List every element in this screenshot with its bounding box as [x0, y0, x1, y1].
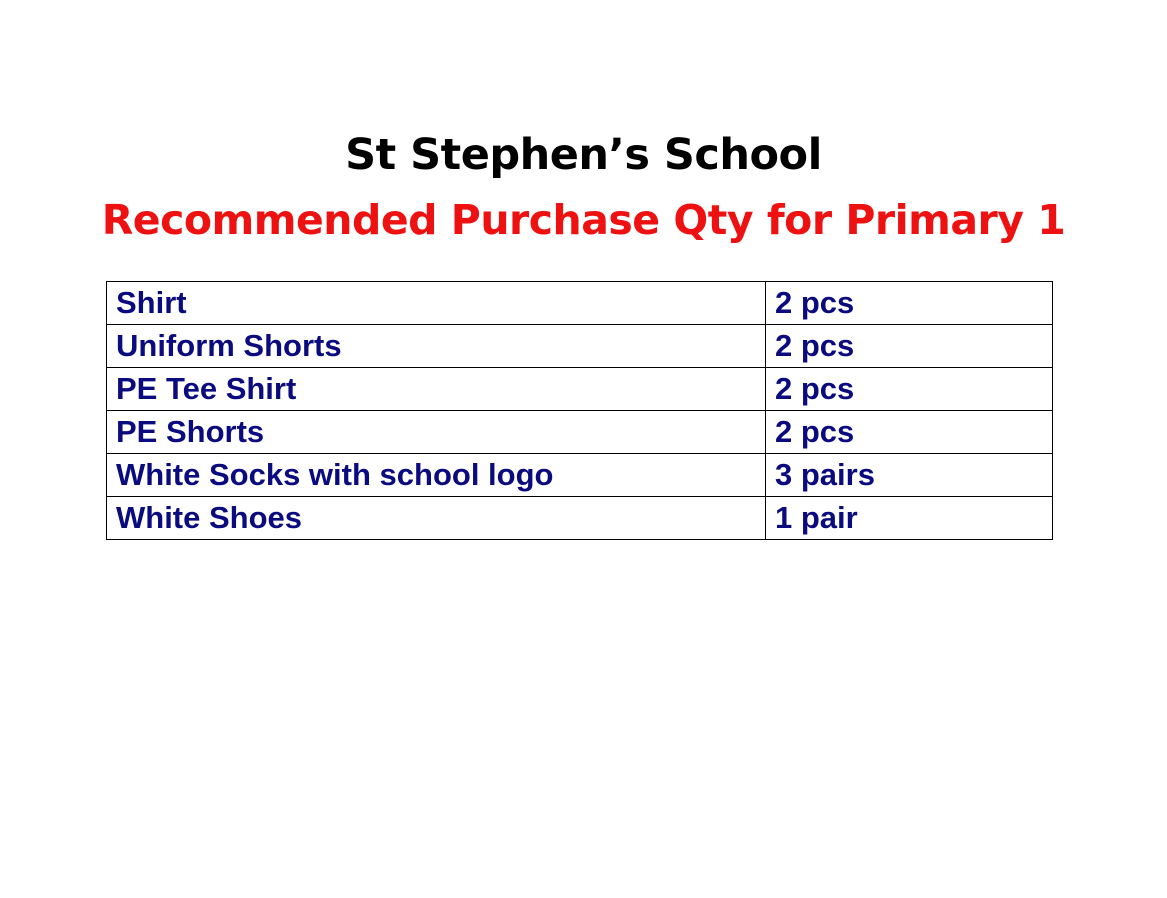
table-row	[107, 454, 1053, 497]
qty-cell: 2 pcs	[766, 325, 1053, 368]
purchase-qty-table	[106, 281, 1053, 540]
table-row	[107, 497, 1053, 540]
qty-cell: 2 pcs	[766, 368, 1053, 411]
item-cell: Uniform Shorts	[107, 325, 766, 368]
table-row	[107, 325, 1053, 368]
table-row	[107, 282, 1053, 325]
page-subtitle: Recommended Purchase Qty for Primary 1	[101, 196, 1066, 244]
page-title: St Stephen’s School	[345, 130, 822, 180]
qty-cell: 1 pair	[766, 497, 1053, 540]
item-cell: White Shoes	[107, 497, 766, 540]
table-row	[107, 368, 1053, 411]
table-row	[107, 411, 1053, 454]
qty-cell: 2 pcs	[766, 411, 1053, 454]
qty-cell: 2 pcs	[766, 282, 1053, 325]
item-cell: PE Tee Shirt	[107, 368, 766, 411]
item-cell: PE Shorts	[107, 411, 766, 454]
item-cell: Shirt	[107, 282, 766, 325]
qty-cell: 3 pairs	[766, 454, 1053, 497]
item-cell: White Socks with school logo	[107, 454, 766, 497]
